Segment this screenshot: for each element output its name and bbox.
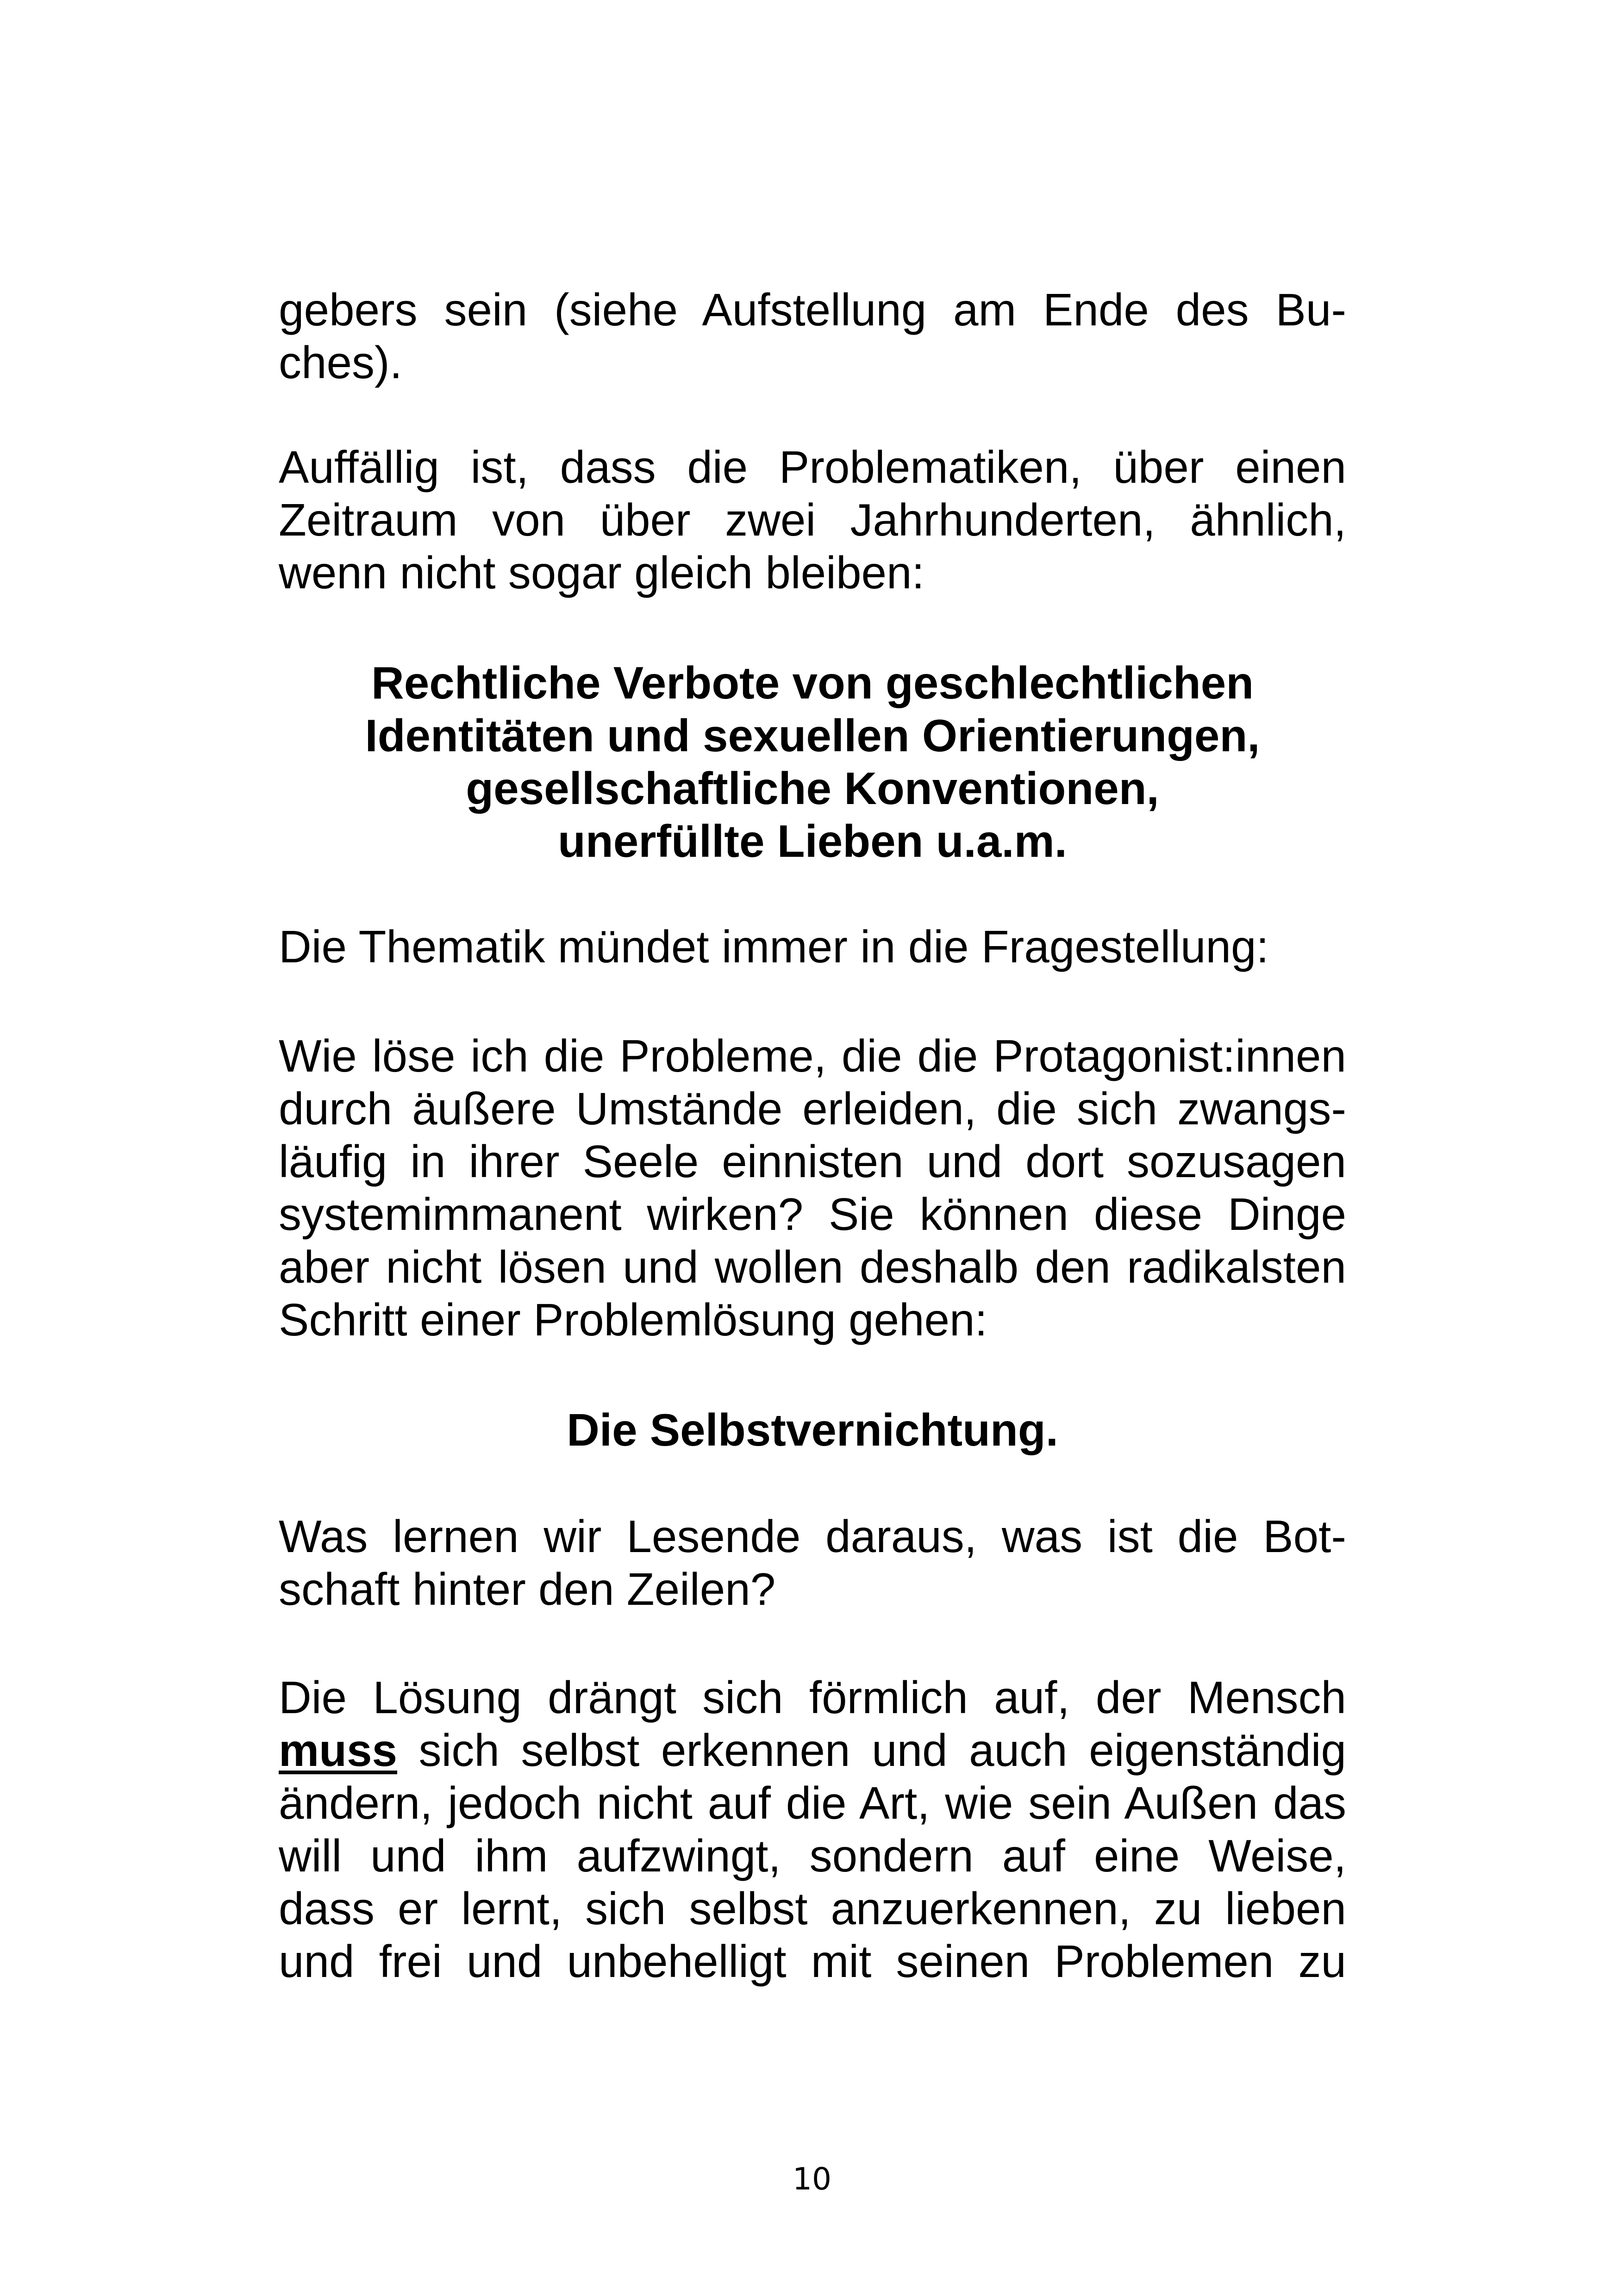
paragraph-line: ches).	[279, 337, 402, 388]
paragraph-3	[279, 920, 1346, 973]
paragraph-line: wenn nicht sogar gleich bleiben:	[279, 547, 924, 598]
paragraph-line: systemimmanent wirken? Sie können diese Dinge	[279, 1189, 1346, 1240]
paragraph-line: Was lernen wir Lesende daraus, was ist die Bot-	[279, 1511, 1346, 1562]
heading-line: gesellschaftliche Konventionen,	[466, 763, 1159, 814]
heading-line: Rechtliche Verbote von geschlechtlichen	[371, 657, 1254, 708]
paragraph-line: Zeitraum von über zwei Jahrhunderten, ähnlich,	[279, 494, 1346, 545]
paragraph-line: Wie löse ich die Probleme, die die Protagonist:innen	[279, 1030, 1346, 1081]
paragraph-line: Die Lösung drängt sich förmlich auf, der Mensch	[279, 1672, 1346, 1723]
heading-line: unerfüllte Lieben u.a.m.	[558, 816, 1067, 867]
emphasis-heading-1	[279, 656, 1346, 867]
paragraph-line: Schritt einer Problemlösung gehen:	[279, 1294, 987, 1345]
paragraph-line: und frei und unbehelligt mit seinen Problemen zu	[279, 1936, 1346, 1987]
paragraph-5	[279, 1510, 1346, 1615]
paragraph-line: dass er lernt, sich selbst anzuerkennen, zu lieben	[279, 1883, 1346, 1934]
paragraph-line: läufig in ihrer Seele einnisten und dort sozusagen	[279, 1136, 1346, 1187]
paragraph-line-rest: sich selbst erkennen und auch eigenständig	[397, 1725, 1346, 1776]
paragraph-4	[279, 1029, 1346, 1346]
paragraph-line: Auffällig ist, dass die Problematiken, über einen	[279, 442, 1346, 493]
paragraph-2	[279, 441, 1346, 599]
paragraph-line: gebers sein (siehe Aufstellung am Ende des Bu-	[279, 284, 1346, 335]
paragraph-6	[279, 1671, 1346, 1988]
heading-line: Identitäten und sexuellen Orientierungen,	[365, 710, 1260, 761]
heading-line: Die Selbstvernichtung.	[567, 1404, 1058, 1455]
paragraph-line: will und ihm aufzwingt, sondern auf eine Weise,	[279, 1830, 1346, 1881]
paragraph-line-emphasis	[279, 1724, 1346, 1777]
page-number: 10	[793, 2161, 831, 2197]
emphasized-word: muss	[279, 1725, 398, 1776]
paragraph-1	[279, 283, 1346, 389]
paragraph-line: durch äußere Umstände erleiden, die sich zwangs-	[279, 1083, 1346, 1134]
paragraph-line: schaft hinter den Zeilen?	[279, 1564, 776, 1615]
emphasis-heading-2	[279, 1403, 1346, 1456]
paragraph-line: ändern, jedoch nicht auf die Art, wie sein Außen das	[279, 1777, 1346, 1828]
paragraph-line: aber nicht lösen und wollen deshalb den radikalsten	[279, 1241, 1346, 1292]
paragraph-line: Die Thematik mündet immer in die Fragestellung:	[279, 921, 1269, 972]
